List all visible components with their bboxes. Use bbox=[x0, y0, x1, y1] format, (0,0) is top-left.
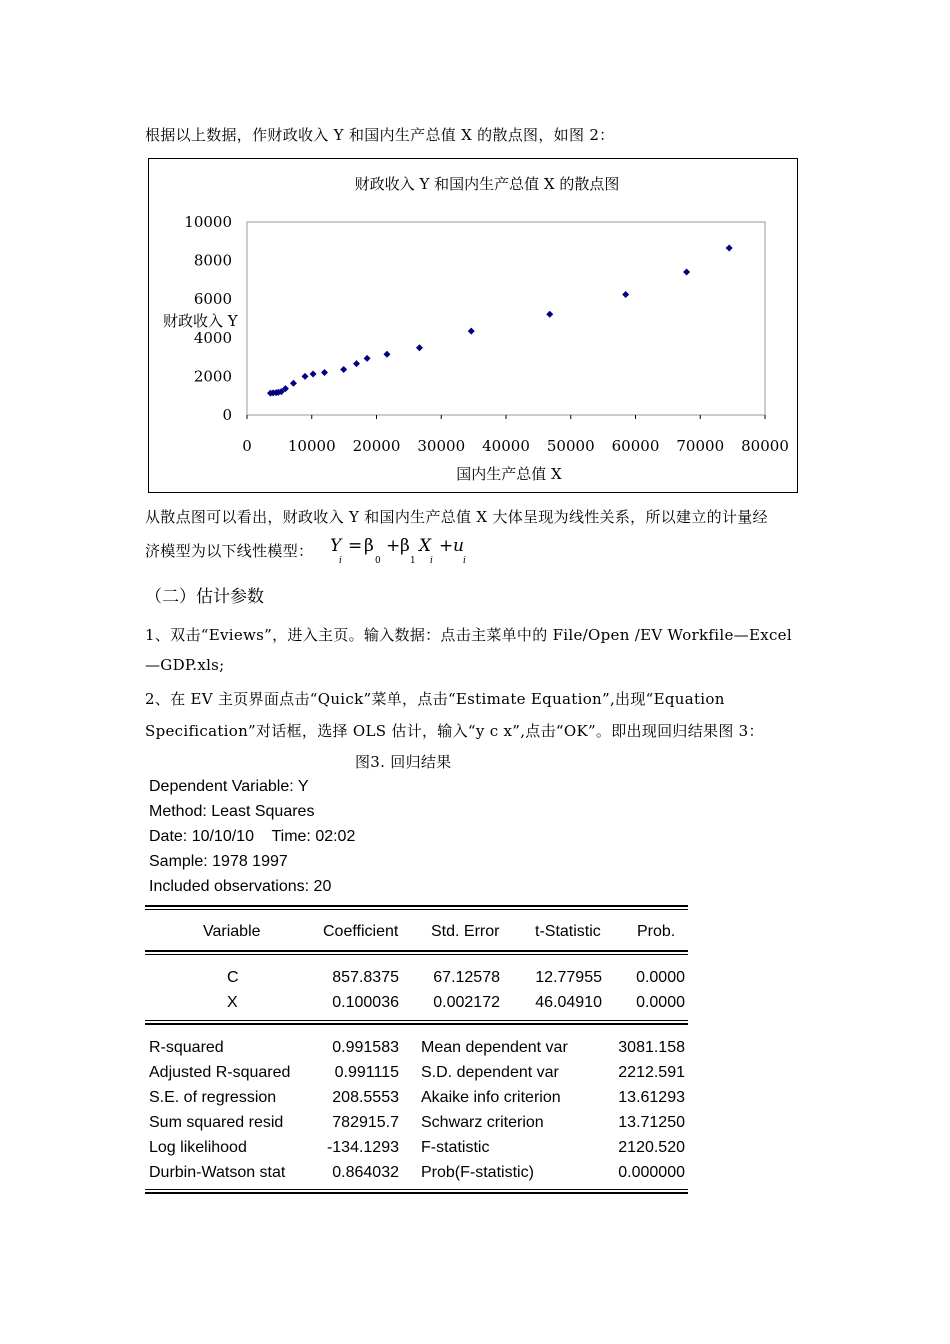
stat-value: 782915.7 bbox=[332, 1114, 399, 1131]
scatter-point bbox=[290, 380, 297, 387]
reg-header-line: Dependent Variable: Y bbox=[149, 778, 309, 795]
scatter-point bbox=[683, 269, 690, 276]
x-tick-label: 20000 bbox=[352, 437, 401, 455]
formula-eq: = bbox=[348, 536, 363, 556]
col-header-coefficient: Coefficient bbox=[323, 923, 399, 940]
scatter-point bbox=[468, 328, 475, 335]
stat-value: 0.991115 bbox=[334, 1064, 399, 1081]
x-tick-label: 40000 bbox=[482, 437, 530, 455]
stat-label: S.D. dependent var bbox=[421, 1064, 559, 1081]
reg-header-line: Included observations: 20 bbox=[149, 878, 332, 895]
stat-value: 13.61293 bbox=[618, 1089, 685, 1106]
step2-line-1: 2、在 EV 主页界面点击“Quick”菜单，点击“Estimate Equation”,出现“Equation bbox=[145, 690, 725, 708]
stat-label: Prob(F-statistic) bbox=[421, 1164, 534, 1181]
stat-value: 0.991583 bbox=[332, 1039, 399, 1056]
analysis-line-2: 济模型为以下线性模型： bbox=[145, 542, 314, 560]
coef-prob: 0.0000 bbox=[636, 994, 685, 1011]
scatter-point bbox=[340, 366, 347, 373]
section-heading: （二）估计参数 bbox=[145, 587, 264, 607]
table-mid-rule bbox=[145, 1020, 688, 1021]
stat-label: Schwarz criterion bbox=[421, 1114, 544, 1131]
x-axis-label: 国内生产总值 X bbox=[456, 465, 562, 483]
scatter-chart bbox=[148, 158, 798, 493]
formula-sub: 0 bbox=[375, 556, 381, 566]
stat-label: R-squared bbox=[149, 1039, 224, 1056]
table-bottom-rule bbox=[145, 1192, 688, 1194]
coef-t-stat: 46.04910 bbox=[535, 994, 602, 1011]
x-tick-label: 10000 bbox=[287, 437, 336, 455]
col-header-prob: Prob. bbox=[637, 923, 676, 940]
coef-value: 0.100036 bbox=[332, 994, 399, 1011]
x-tick-label: 30000 bbox=[417, 437, 466, 455]
x-tick-label: 50000 bbox=[546, 437, 595, 455]
formula-Y: Y bbox=[330, 536, 342, 556]
coef-std-error: 67.12578 bbox=[433, 969, 500, 986]
chart-title: 财政收入 Y 和国内生产总值 X 的散点图 bbox=[354, 175, 620, 193]
scatter-point bbox=[353, 360, 360, 367]
coef-value: 857.8375 bbox=[332, 969, 399, 986]
stat-value: 13.71250 bbox=[618, 1114, 685, 1131]
scatter-point bbox=[622, 291, 629, 298]
stat-label: Durbin-Watson stat bbox=[149, 1164, 286, 1181]
scatter-point bbox=[546, 311, 553, 318]
scatter-point bbox=[416, 344, 423, 351]
scatter-point bbox=[321, 369, 328, 376]
y-tick-label: 8000 bbox=[193, 251, 232, 270]
x-tick-label: 0 bbox=[242, 437, 252, 455]
stat-value: 0.000000 bbox=[618, 1164, 685, 1181]
stat-label: Mean dependent var bbox=[421, 1039, 568, 1056]
formula-sub: i bbox=[339, 556, 342, 566]
stat-value: 2120.520 bbox=[618, 1139, 685, 1156]
scatter-point bbox=[302, 373, 309, 380]
x-tick-label: 60000 bbox=[611, 437, 660, 455]
stat-label: F-statistic bbox=[421, 1139, 490, 1156]
step2-line-2: Specification”对话框，选择 OLS 估计，输入“y c x”,点击“OK”。即出现回归结果图 3： bbox=[145, 722, 764, 740]
col-header-std-error: Std. Error bbox=[431, 923, 500, 940]
stat-value: 0.864032 bbox=[332, 1164, 399, 1181]
stat-value: 3081.158 bbox=[618, 1039, 685, 1056]
formula-sub: 1 bbox=[410, 556, 416, 566]
formula-plus: + bbox=[439, 536, 454, 556]
table-header-rule bbox=[145, 954, 688, 955]
y-tick-label: 4000 bbox=[193, 328, 232, 347]
formula-sub: i bbox=[463, 556, 466, 566]
data-points bbox=[267, 245, 733, 397]
y-tick-label: 0 bbox=[222, 406, 232, 424]
stat-label: Akaike info criterion bbox=[421, 1089, 561, 1106]
formula-u: u bbox=[453, 536, 464, 556]
analysis-line-1: 从散点图可以看出，财政收入 Y 和国内生产总值 X 大体呈现为线性关系，所以建立的计量经 bbox=[145, 508, 768, 526]
coef-variable: X bbox=[227, 994, 238, 1011]
x-tick-label: 70000 bbox=[676, 437, 725, 455]
stat-label: Adjusted R-squared bbox=[149, 1064, 291, 1081]
coef-std-error: 0.002172 bbox=[433, 994, 500, 1011]
col-header-t-statistic: t-Statistic bbox=[535, 923, 601, 940]
step1-line-2: —GDP.xls; bbox=[145, 656, 225, 674]
scatter-point bbox=[310, 371, 317, 378]
formula-X: X bbox=[419, 536, 432, 556]
stat-value: 208.5553 bbox=[332, 1089, 399, 1106]
table-bottom-rule bbox=[145, 1189, 688, 1190]
y-tick-label: 2000 bbox=[193, 367, 232, 386]
y-tick-label: 10000 bbox=[184, 213, 232, 231]
formula-sub: i bbox=[430, 556, 433, 566]
stat-label: Log likelihood bbox=[149, 1139, 247, 1156]
plot-area bbox=[247, 222, 765, 415]
reg-header-line: Sample: 1978 1997 bbox=[149, 853, 288, 870]
table-top-rule bbox=[145, 909, 688, 910]
table-top-rule bbox=[145, 905, 688, 907]
stat-value: -134.1293 bbox=[326, 1139, 399, 1156]
figure-caption: 图3. 回归结果 bbox=[355, 753, 452, 771]
y-axis-label: 财政收入 Y bbox=[163, 312, 238, 330]
step1-line-1: 1、双击“Eviews”，进入主页。输入数据：点击主菜单中的 File/Open /EV Workfile—Excel bbox=[145, 626, 792, 644]
scatter-point bbox=[383, 351, 390, 358]
table-header-rule bbox=[145, 950, 688, 952]
stat-value: 2212.591 bbox=[618, 1064, 685, 1081]
x-axis-ticks bbox=[242, 415, 789, 455]
col-header-variable: Variable bbox=[203, 923, 261, 940]
model-formula bbox=[330, 536, 480, 568]
scatter-point bbox=[364, 355, 371, 362]
formula-beta1: β bbox=[400, 536, 410, 556]
formula-plus: + bbox=[386, 536, 401, 556]
stat-label: S.E. of regression bbox=[149, 1089, 277, 1106]
scatter-plot-svg bbox=[149, 159, 797, 492]
formula-beta0: β bbox=[364, 536, 374, 556]
intro-text: 根据以上数据，作财政收入 Y 和国内生产总值 X 的散点图，如图 2： bbox=[145, 126, 615, 144]
table-mid-rule bbox=[145, 1023, 688, 1025]
x-tick-label: 80000 bbox=[741, 437, 789, 455]
stat-label: Sum squared resid bbox=[149, 1114, 284, 1131]
reg-header-line: Date: 10/10/10 Time: 02:02 bbox=[149, 828, 356, 845]
scatter-point bbox=[726, 245, 733, 252]
coef-prob: 0.0000 bbox=[636, 969, 685, 986]
coef-variable: C bbox=[227, 969, 239, 986]
coef-t-stat: 12.77955 bbox=[535, 969, 602, 986]
y-tick-label: 6000 bbox=[193, 290, 232, 309]
reg-header-line: Method: Least Squares bbox=[149, 803, 315, 820]
